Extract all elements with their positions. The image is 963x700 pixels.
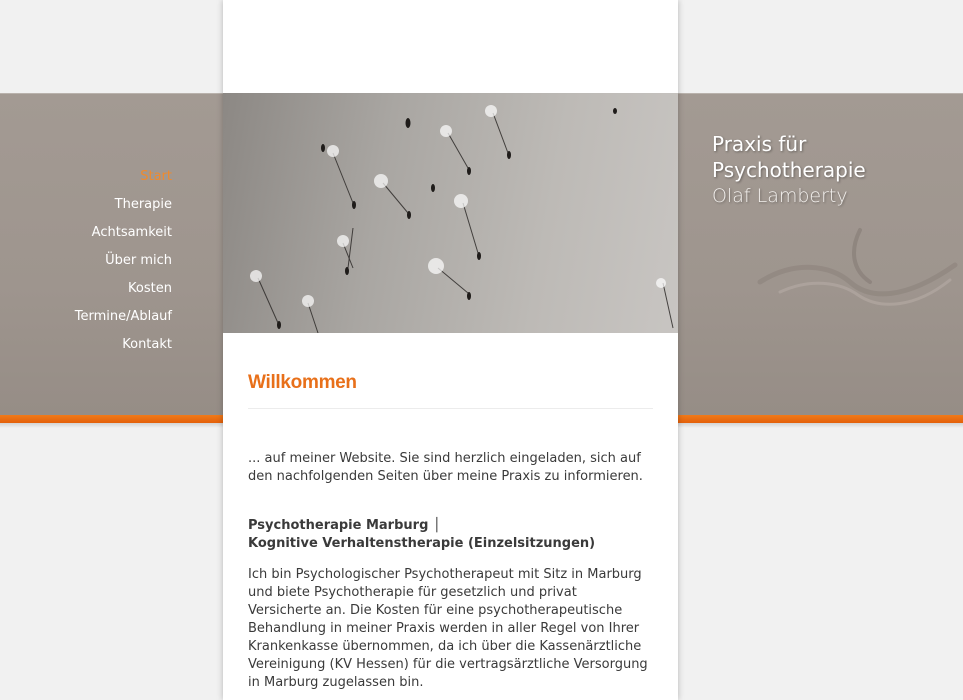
nav-item-kontakt[interactable]: Kontakt [122,337,172,352]
body-paragraph: Ich bin Psychologischer Psychotherapeut mit Sitz in Marburg und biete Psychotherapie für gesetzlich und privat Versicherte an. Die Kosten für eine psychotherapeutische Behandlung in meiner Praxis werden in aller Regel von Ihrer Krankenkasse übernommen, da ich über die Kassenärztliche Vereinigung (KV Hessen) für die vertragsärztliche Versorgung in Marburg zugelassen bin. [248,567,648,690]
nav-item-termine[interactable]: Termine/Ablauf [74,309,172,324]
main-content [248,372,653,692]
brand-name: Olaf Lamberty [712,185,848,207]
page-title: Willkommen [248,372,357,393]
section-subheading [248,517,653,553]
nav-item-ueber-mich[interactable]: Über mich [105,253,172,268]
dandelion-seeds-image [223,93,678,333]
brand-title: Praxis für Psychotherapie [712,132,866,182]
content-column [223,0,678,700]
nav-item-kosten[interactable]: Kosten [128,281,172,296]
subheading-line-1: Psychotherapie Marburg │ [248,518,441,533]
practice-brand [712,131,963,209]
main-navigation [0,163,172,359]
subheading-line-2: Kognitive Verhaltenstherapie (Einzelsitzungen) [248,536,596,551]
intro-paragraph: ... auf meiner Website. Sie sind herzlich eingeladen, sich auf den nachfolgenden Seiten über meine Praxis zu informieren. [248,451,643,484]
hero-image [223,93,678,333]
title-divider [248,408,653,409]
nav-item-achtsamkeit[interactable]: Achtsamkeit [91,225,172,240]
nav-item-therapie[interactable]: Therapie [114,197,172,212]
nav-item-start[interactable]: Start [140,169,172,184]
brushstroke-logo-icon [740,220,960,330]
